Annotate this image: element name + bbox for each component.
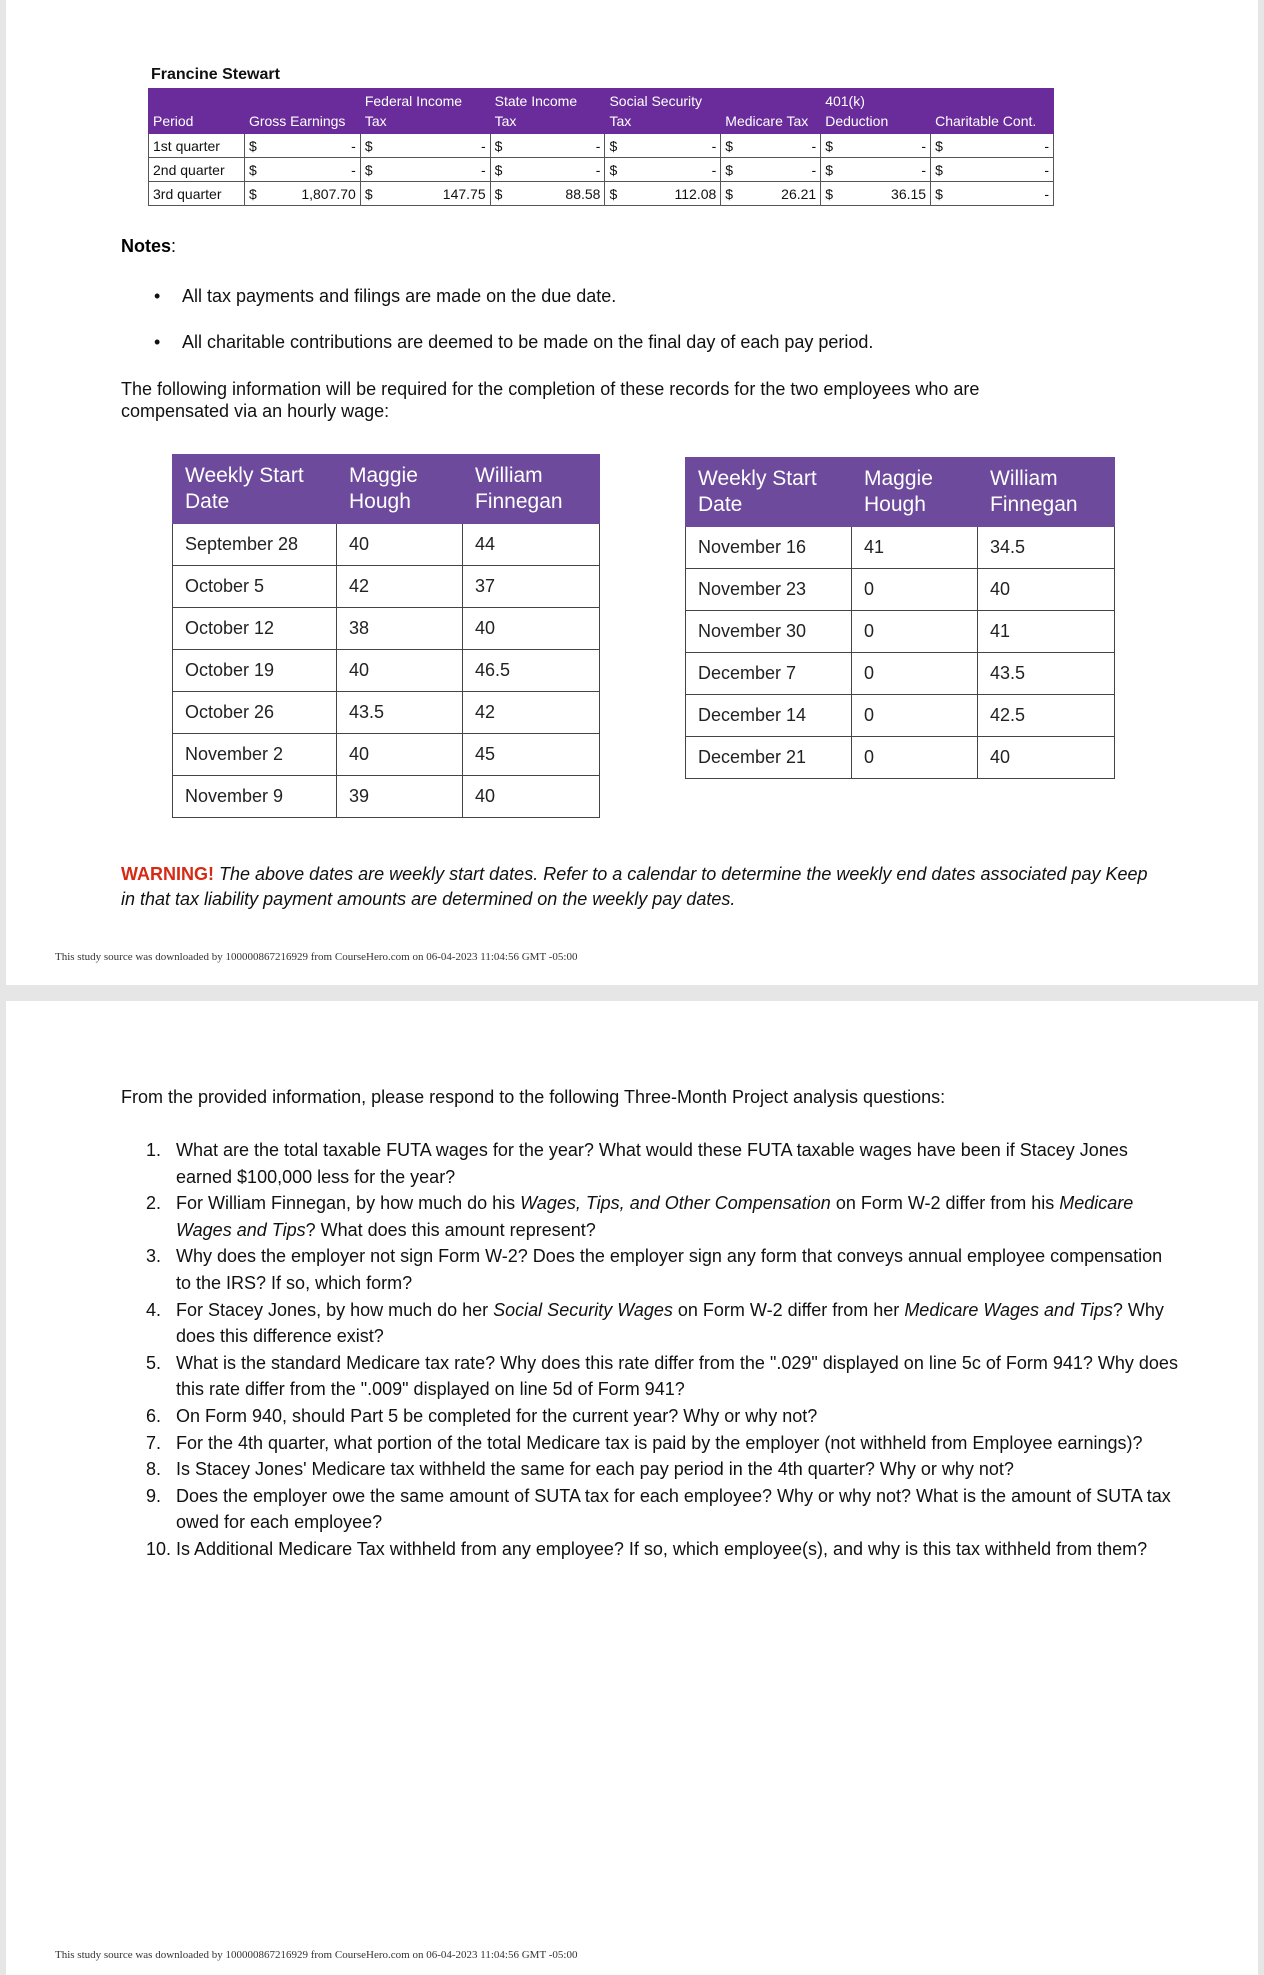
table-row [149, 134, 1054, 158]
question-text: Social Security Wages [493, 1299, 673, 1320]
question-item [121, 1483, 1181, 1536]
week-start-cell: November 9 [173, 776, 337, 818]
column-header: Charitable Cont. [931, 89, 1054, 134]
william-hours-cell: 41 [978, 611, 1115, 653]
currency-symbol: $ [248, 137, 257, 154]
amount-value: 26.21 [781, 185, 817, 202]
week-start-cell: November 30 [686, 611, 852, 653]
question-number: 8. [146, 1459, 162, 1480]
table-row [686, 527, 1115, 569]
currency-symbol: $ [494, 185, 503, 202]
amount-cell [721, 182, 821, 206]
column-header: Medicare Tax [721, 89, 821, 134]
maggie-hours-cell: 42 [337, 566, 463, 608]
questions-intro: From the provided information, please respond to the following Three-Month Project analysis questions: [121, 1087, 946, 1107]
period-cell: 3rd quarter [149, 182, 245, 206]
currency-symbol: $ [248, 161, 257, 178]
william-hours-cell: 40 [978, 569, 1115, 611]
amount-value: 36.15 [891, 185, 927, 202]
column-header: Social Security Tax [605, 89, 721, 134]
amount-value: - [595, 161, 601, 178]
week-start-cell: November 23 [686, 569, 852, 611]
william-hours-cell: 40 [463, 608, 600, 650]
document-page-2 [6, 1001, 1258, 1975]
currency-symbol: $ [725, 137, 734, 154]
download-footer: This study source was downloaded by 100000867216929 from CourseHero.com on 06-04-2023 11:04:56 GMT -05:00 [55, 951, 578, 963]
column-header: 401(k) Deduction [821, 89, 931, 134]
questions-list [121, 1137, 1181, 1563]
currency-symbol: $ [609, 137, 618, 154]
currency-symbol: $ [725, 161, 734, 178]
currency-symbol: $ [364, 161, 373, 178]
amount-cell [490, 158, 605, 182]
download-footer: This study source was downloaded by 100000867216929 from CourseHero.com on 06-04-2023 11:04:56 GMT -05:00 [55, 1949, 578, 1961]
question-text: What is the standard Medicare tax rate? Why does this rate differ from the ".029" displayed on line 5c of Form 941? Why does this rate differ from the ".009" displayed on line 5d of Form 941? [176, 1352, 1178, 1400]
question-number: 5. [146, 1352, 162, 1373]
currency-symbol: $ [935, 137, 943, 154]
amount-cell [244, 134, 360, 158]
table-row [686, 569, 1115, 611]
notes-heading: Notes: [121, 236, 177, 256]
question-text: on Form W-2 differ from her [672, 1299, 905, 1320]
question-number: 4. [146, 1299, 162, 1320]
question-text: Medicare Wages and Tips [176, 1193, 1134, 1240]
question-number: 6. [146, 1405, 162, 1426]
william-hours-cell: 46.5 [463, 650, 600, 692]
table-row [686, 611, 1115, 653]
question-item [121, 1536, 1181, 1563]
week-start-cell: October 12 [173, 608, 337, 650]
currency-symbol: $ [609, 161, 618, 178]
amount-value: - [1044, 185, 1049, 202]
amount-value: - [921, 137, 927, 154]
question-text: For Stacey Jones, by how much do her [176, 1299, 494, 1320]
amount-cell [931, 134, 1054, 158]
currency-symbol: $ [609, 185, 618, 202]
currency-symbol: $ [364, 137, 373, 154]
amount-value: - [480, 137, 486, 154]
question-text: ? What does this amount represent? [305, 1219, 596, 1240]
amount-value: 1,807.70 [301, 185, 356, 202]
amount-cell [605, 134, 721, 158]
amount-value: - [1044, 161, 1049, 178]
column-header: Maggie Hough [337, 455, 463, 524]
note-bullet: • All charitable contributions are deemed to be made on the final day of each pay period. [154, 332, 873, 353]
amount-cell [605, 182, 721, 206]
william-hours-cell: 42 [463, 692, 600, 734]
currency-symbol: $ [825, 185, 833, 202]
question-number: 2. [146, 1193, 162, 1214]
currency-symbol: $ [825, 161, 833, 178]
amount-cell [821, 158, 931, 182]
william-hours-cell: 34.5 [978, 527, 1115, 569]
week-start-cell: December 7 [686, 653, 852, 695]
maggie-hours-cell: 41 [852, 527, 978, 569]
table-header-row [173, 455, 600, 524]
maggie-hours-cell: 40 [337, 650, 463, 692]
amount-cell [931, 158, 1054, 182]
william-hours-cell: 43.5 [978, 653, 1115, 695]
question-text: For William Finnegan, by how much do his [176, 1193, 521, 1214]
warning-label: WARNING! [121, 864, 214, 884]
column-header: Gross Earnings [244, 89, 360, 134]
william-hours-cell: 37 [463, 566, 600, 608]
question-text: Is Stacey Jones' Medicare tax withheld the same for each pay period in the 4th quarter? Why or why not? [176, 1459, 1014, 1480]
table-row [149, 158, 1054, 182]
question-item [121, 1137, 1181, 1190]
amount-cell [360, 158, 490, 182]
question-item [121, 1350, 1181, 1403]
maggie-hours-cell: 0 [852, 737, 978, 779]
amount-cell [244, 182, 360, 206]
william-hours-cell: 40 [978, 737, 1115, 779]
table-row [173, 566, 600, 608]
week-start-cell: December 21 [686, 737, 852, 779]
week-start-cell: November 16 [686, 527, 852, 569]
table-row [173, 734, 600, 776]
amount-value: - [921, 161, 927, 178]
amount-cell [490, 182, 605, 206]
william-hours-cell: 42.5 [978, 695, 1115, 737]
currency-symbol: $ [935, 185, 943, 202]
week-start-cell: October 26 [173, 692, 337, 734]
period-cell: 2nd quarter [149, 158, 245, 182]
question-item [121, 1456, 1181, 1483]
table-row [173, 608, 600, 650]
currency-symbol: $ [935, 161, 943, 178]
question-text: What are the total taxable FUTA wages for the year? What would these FUTA taxable wages have been if Stacey Jones earned $100,000 less for the year? [176, 1140, 1128, 1187]
warning-note [121, 862, 1161, 912]
william-hours-cell: 40 [463, 776, 600, 818]
question-number: 10. [146, 1538, 172, 1559]
amount-value: - [711, 137, 717, 154]
question-number: 3. [146, 1246, 162, 1267]
amount-value: - [711, 161, 717, 178]
question-item [121, 1297, 1181, 1350]
amount-value: - [351, 137, 356, 154]
amount-cell [721, 158, 821, 182]
column-header: Weekly Start Date [173, 455, 337, 524]
question-number: 7. [146, 1432, 162, 1453]
amount-cell [821, 134, 931, 158]
maggie-hours-cell: 43.5 [337, 692, 463, 734]
table-row [173, 692, 600, 734]
table-row [686, 695, 1115, 737]
question-text: Medicare Wages and Tips [904, 1299, 1113, 1320]
amount-cell [490, 134, 605, 158]
week-start-cell: October 19 [173, 650, 337, 692]
amount-cell [244, 158, 360, 182]
currency-symbol: $ [825, 137, 833, 154]
currency-symbol: $ [494, 137, 503, 154]
maggie-hours-cell: 40 [337, 734, 463, 776]
maggie-hours-cell: 0 [852, 653, 978, 695]
amount-value: - [811, 161, 817, 178]
francine-earnings-table [148, 88, 1054, 206]
warning-text: The above dates are weekly start dates. Refer to a calendar to determine the weekly end dates associated pay Keep in that tax liability payment amounts are determined on the weekly pay dates. [121, 864, 1148, 909]
column-header: William Finnegan [463, 455, 600, 524]
amount-cell [605, 158, 721, 182]
note-bullet: • All tax payments and filings are made on the due date. [154, 286, 616, 307]
amount-cell [721, 134, 821, 158]
currency-symbol: $ [364, 185, 373, 202]
table-header-row [149, 89, 1054, 134]
amount-value: - [595, 137, 601, 154]
week-start-cell: October 5 [173, 566, 337, 608]
question-text: on Form W-2 differ from his [830, 1193, 1060, 1214]
maggie-hours-cell: 38 [337, 608, 463, 650]
week-start-cell: November 2 [173, 734, 337, 776]
hours-table-left [172, 454, 600, 818]
column-header: Maggie Hough [852, 458, 978, 527]
table-row [173, 524, 600, 566]
question-text: Why does the employer not sign Form W-2? Does the employer sign any form that conveys annual employee compensation to the IRS? If so, which form? [176, 1246, 1163, 1293]
question-item [121, 1430, 1181, 1457]
column-header: State Income Tax [490, 89, 605, 134]
amount-value: - [351, 161, 356, 178]
table-row [173, 776, 600, 818]
question-item [121, 1243, 1181, 1296]
amount-value: 88.58 [565, 185, 601, 202]
question-text: Does the employer owe the same amount of SUTA tax for each employee? Why or why not? What is the amount of SUTA tax owed for each employee? [176, 1485, 1171, 1533]
question-item [121, 1190, 1181, 1243]
column-header: Period [149, 89, 245, 134]
week-start-cell: September 28 [173, 524, 337, 566]
amount-value: 112.08 [674, 185, 717, 202]
currency-symbol: $ [494, 161, 503, 178]
column-header: Federal Income Tax [360, 89, 490, 134]
william-hours-cell: 44 [463, 524, 600, 566]
amount-value: 147.75 [442, 185, 486, 202]
maggie-hours-cell: 39 [337, 776, 463, 818]
question-item [121, 1403, 1181, 1430]
currency-symbol: $ [725, 185, 734, 202]
maggie-hours-cell: 0 [852, 611, 978, 653]
period-cell: 1st quarter [149, 134, 245, 158]
amount-value: - [1044, 137, 1049, 154]
table-row [686, 737, 1115, 779]
amount-value: - [811, 137, 817, 154]
table-row [149, 182, 1054, 206]
employee-name: Francine Stewart [151, 66, 280, 83]
table-row [686, 653, 1115, 695]
amount-cell [360, 134, 490, 158]
currency-symbol: $ [248, 185, 257, 202]
week-start-cell: December 14 [686, 695, 852, 737]
table-row [173, 650, 600, 692]
question-text: ? Why does this difference exist? [176, 1299, 1164, 1347]
question-text: Is Additional Medicare Tax withheld from any employee? If so, which employee(s), and why is this tax withheld from them? [176, 1538, 1148, 1559]
table-header-row [686, 458, 1115, 527]
question-number: 9. [146, 1485, 162, 1506]
maggie-hours-cell: 40 [337, 524, 463, 566]
amount-value: - [480, 161, 486, 178]
question-text: On Form 940, should Part 5 be completed for the current year? Why or why not? [176, 1405, 818, 1426]
column-header: Weekly Start Date [686, 458, 852, 527]
maggie-hours-cell: 0 [852, 695, 978, 737]
amount-cell [931, 182, 1054, 206]
question-text: Wages, Tips, and Other Compensation [520, 1193, 831, 1214]
maggie-hours-cell: 0 [852, 569, 978, 611]
column-header: William Finnegan [978, 458, 1115, 527]
intro-paragraph: The following information will be required for the completion of these records for the two employees who are compensated via an hourly wage: [121, 379, 980, 421]
hours-table-right [685, 457, 1115, 779]
william-hours-cell: 45 [463, 734, 600, 776]
amount-cell [821, 182, 931, 206]
document-page-1 [6, 0, 1258, 985]
question-number: 1. [146, 1140, 162, 1160]
question-text: For the 4th quarter, what portion of the total Medicare tax is paid by the employer (not withheld from Employee earnings)? [176, 1432, 1143, 1453]
amount-cell [360, 182, 490, 206]
